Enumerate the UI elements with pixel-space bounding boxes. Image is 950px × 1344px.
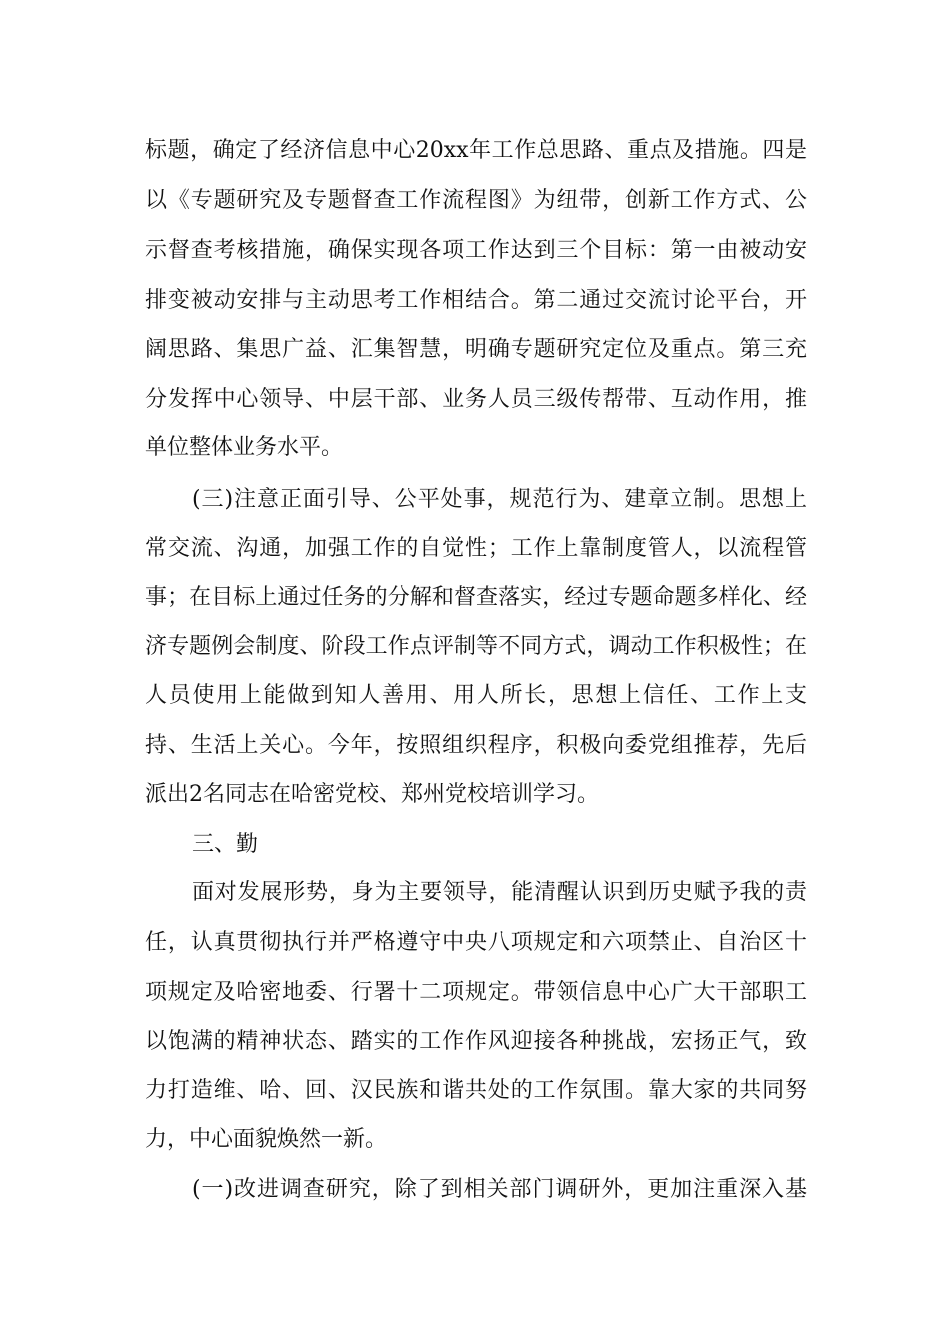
- text-line: 标题，确定了经济信息中心20xx年工作总思路、重点及措施。四是: [145, 138, 807, 163]
- text-line: 任，认真贯彻执行并严格遵守中央八项规定和六项禁止、自治区十: [145, 930, 807, 955]
- paragraph-first-line: 面对发展形势，身为主要领导，能清醒认识到历史赋予我的责: [192, 880, 807, 905]
- text-line: 人员使用上能做到知人善用、用人所长，思想上信任、工作上支: [145, 683, 807, 708]
- text-line: 项规定及哈密地委、行署十二项规定。带领信息中心广大干部职工: [145, 980, 807, 1005]
- text-line: 排变被动安排与主动思考工作相结合。第二通过交流讨论平台，开: [145, 288, 807, 313]
- text-line: 持、生活上关心。今年，按照组织程序，积极向委党组推荐，先后: [145, 733, 807, 758]
- text-line: 以饱满的精神状态、踏实的工作作风迎接各种挑战，宏扬正气，致: [145, 1029, 807, 1054]
- text-line: 示督查考核措施，确保实现各项工作达到三个目标：第一由被动安: [145, 238, 807, 263]
- text-line: 常交流、沟通，加强工作的自觉性；工作上靠制度管人，以流程管: [145, 536, 807, 561]
- section-heading: 三、勤: [192, 832, 259, 857]
- text-line: 事；在目标上通过任务的分解和督查落实，经过专题命题多样化、经: [145, 585, 807, 610]
- text-line: 济专题例会制度、阶段工作点评制等不同方式，调动工作积极性；在: [145, 634, 807, 659]
- text-line: 派出2名同志在哈密党校、郑州党校培训学习。: [145, 782, 599, 807]
- text-line: 力，中心面貌焕然一新。: [145, 1127, 388, 1152]
- paragraph-heading-line: (三)注意正面引导、公平处事，规范行为、建章立制。思想上: [192, 487, 807, 512]
- paragraph-heading-line: (一)改进调查研究，除了到相关部门调研外，更加注重深入基: [192, 1177, 807, 1202]
- text-line: 单位整体业务水平。: [145, 435, 344, 460]
- text-line: 力打造维、哈、回、汉民族和谐共处的工作氛围。靠大家的共同努: [145, 1078, 807, 1103]
- text-line: 以《专题研究及专题督查工作流程图》为纽带，创新工作方式、公: [145, 188, 807, 213]
- text-line: 分发挥中心领导、中层干部、业务人员三级传帮带、互动作用，推: [145, 387, 807, 412]
- text-line: 阔思路、集思广益、汇集智慧，明确专题研究定位及重点。第三充: [145, 337, 807, 362]
